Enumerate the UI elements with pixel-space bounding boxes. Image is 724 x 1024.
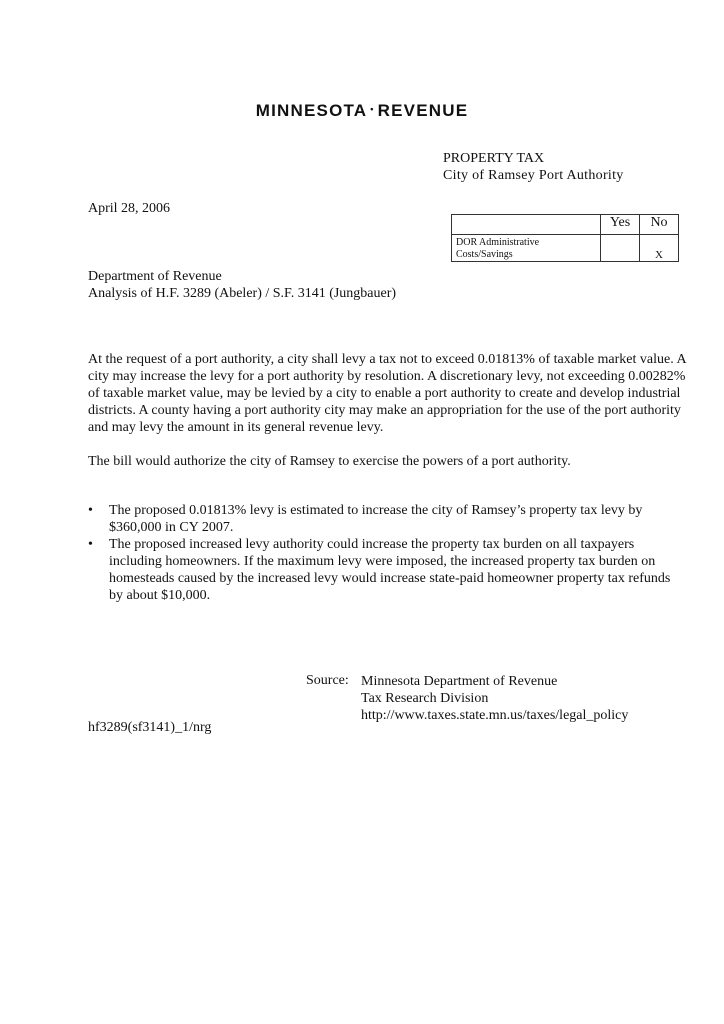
summary-paragraph: At the request of a port authority, a city shall levy a tax not to exceed 0.01813% of taxable market value. A city may increase the levy for a port authority by resolution. A discretionary levy, not exceeding 0.00282% of taxable market value, may be levied by a city to enable a port authority to create and develop industrial districts. A county having a port authority city may make an appropriation for the use of the port authority and may levy the amount in its general revenue levy. [88,352,686,435]
authorization-paragraph: The bill would authorize the city of Ramsey to exercise the powers of a port authority. [88,454,571,469]
source-block [361,673,628,724]
document-header [443,150,624,184]
cost-row-label: DOR Administrative Costs/Savings [452,235,601,262]
bullet-icon: • [88,503,93,518]
findings-list [88,502,678,604]
col-yes: Yes [601,215,640,235]
cost-table [451,214,679,262]
logo-dot: • [370,104,375,114]
list-item [88,536,678,604]
department-name: Department of Revenue [88,269,222,284]
logo-left-text: MINNESOTA [255,101,368,120]
source-division: Tax Research Division [361,691,489,706]
header-subject: City of Ramsey Port Authority [443,168,624,183]
analysis-heading [88,268,396,302]
bill-analysis-title: Analysis of H.F. 3289 (Abeler) / S.F. 3141 (Jungbauer) [88,286,397,301]
yes-mark [601,235,640,262]
file-reference: hf3289(sf3141)_1/nrg [88,720,212,735]
list-item [88,502,678,536]
bullet-icon: • [88,537,93,552]
document-date: April 28, 2006 [88,201,171,216]
cost-table-row [452,235,679,262]
col-no: No [640,215,679,235]
source-url: http://www.taxes.state.mn.us/taxes/legal_policy [361,708,629,723]
cost-table-blank-cell [452,215,601,235]
source-organization: Minnesota Department of Revenue [361,674,558,689]
list-item-text: The proposed 0.01813% levy is estimated to increase the city of Ramsey’s property tax levy by $360,000 in CY 2007. [109,503,643,535]
header-topic: PROPERTY TAX [443,151,545,166]
list-item-text: The proposed increased levy authority could increase the property tax burden on all taxpayers including homeowners. If the maximum levy were imposed, the increased property tax burden on homesteads caused by the increased levy would increase state-paid homeowner property tax refunds by about $10,000. [109,537,671,603]
minnesota-revenue-logo [0,101,724,121]
logo-right-text: REVENUE [377,101,469,120]
no-mark: X [640,235,679,262]
cost-table-header-row [452,215,679,235]
source-label: Source: [306,673,349,688]
